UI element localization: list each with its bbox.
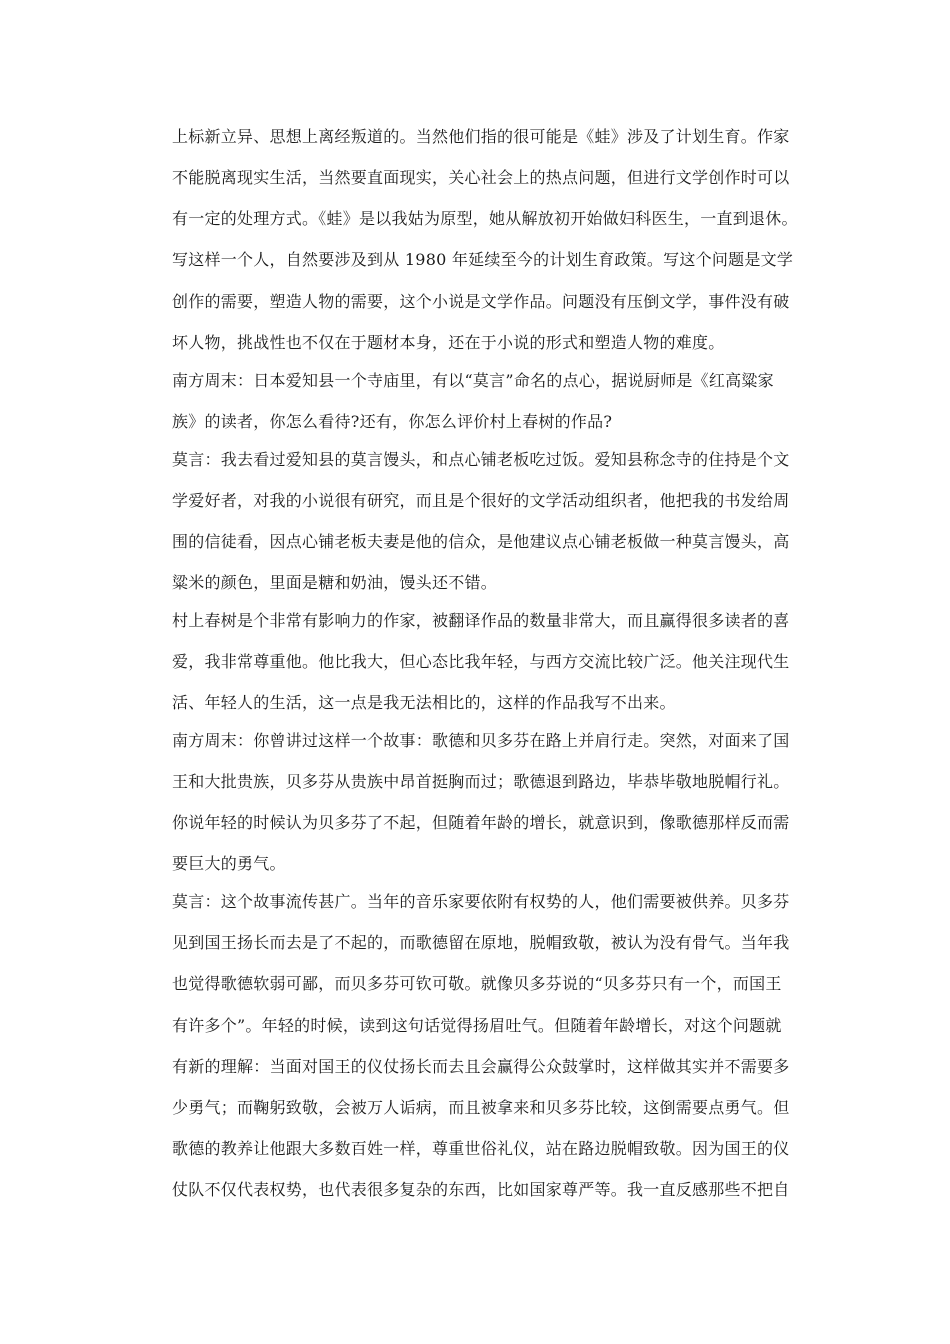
text-line: 有许多个”。年轻的时候，读到这句话觉得扬眉吐气。但随着年龄增长，对这个问题就 (172, 1016, 782, 1035)
text-line: 有新的理解：当面对国王的仪仗扬长而去且会赢得公众鼓掌时，这样做其实并不需要多 (172, 1057, 790, 1076)
text-line: 仗队不仅代表权势，也代表很多复杂的东西，比如国家尊严等。我一直反感那些不把自 (172, 1180, 790, 1199)
text-line: 南方周末：你曾讲过这样一个故事：歌德和贝多芬在路上并肩行走。突然，对面来了国 (172, 731, 790, 750)
text-line: 坏人物，挑战性也不仅在于题材本身，还在于小说的形式和塑造人物的难度。 (172, 333, 725, 352)
text-line: 创作的需要，塑造人物的需要，这个小说是文学作品。问题没有压倒文学，事件没有破 (172, 292, 790, 311)
text-line: 见到国王扬长而去是了不起的，而歌德留在原地，脱帽致敬，被认为没有骨气。当年我 (172, 933, 790, 952)
text-line: 莫言：我去看过爱知县的莫言馒头，和点心铺老板吃过饭。爱知县称念寺的住持是个文 (172, 450, 790, 469)
text-line: 南方周末：日本爱知县一个寺庙里，有以“莫言”命名的点心，据说厨师是《红高粱家 (172, 371, 774, 390)
text-line: 粱米的颜色，里面是糖和奶油，馒头还不错。 (172, 573, 498, 592)
text-line: 不能脱离现实生活，当然要直面现实，关心社会上的热点问题，但进行文学创作时可以 (172, 168, 790, 187)
text-line: 活、年轻人的生活，这一点是我无法相比的，这样的作品我写不出来。 (172, 693, 676, 712)
text-line: 围的信徒看，因点心铺老板夫妻是他的信众，是他建议点心铺老板做一种莫言馒头，高 (172, 532, 790, 551)
text-line: 王和大批贵族，贝多芬从贵族中昂首挺胸而过；歌德退到路边，毕恭毕敬地脱帽行礼。 (172, 772, 790, 791)
text-line: 爱，我非常尊重他。他比我大，但心态比我年轻，与西方交流比较广泛。他关注现代生 (172, 652, 790, 671)
text-line: 要巨大的勇气。 (172, 854, 286, 873)
text-line: 写这样一个人，自然要涉及到从 1980 年延续至今的计划生育政策。写这个问题是文学 (172, 250, 794, 269)
text-line: 莫言：这个故事流传甚广。当年的音乐家要依附有权势的人，他们需要被供养。贝多芬 (172, 892, 790, 911)
text-line: 你说年轻的时候认为贝多芬了不起，但随着年龄的增长，就意识到，像歌德那样反而需 (172, 813, 790, 832)
text-line: 村上春树是个非常有影响力的作家，被翻译作品的数量非常大，而且赢得很多读者的喜 (172, 611, 790, 630)
text-line: 歌德的教养让他跟大多数百姓一样，尊重世俗礼仪，站在路边脱帽致敬。因为国王的仪 (172, 1139, 790, 1158)
text-line: 有一定的处理方式。《蛙》是以我姑为原型，她从解放初开始做妇科医生，一直到退休。 (172, 209, 798, 228)
text-line: 上标新立异、思想上离经叛道的。当然他们指的很可能是《蛙》涉及了计划生育。作家 (172, 127, 790, 146)
text-line: 学爱好者，对我的小说很有研究，而且是个很好的文学活动组织者，他把我的书发给周 (172, 491, 790, 510)
text-line: 族》的读者，你怎么看待?还有，你怎么评价村上春树的作品? (172, 412, 613, 431)
text-line: 也觉得歌德软弱可鄙，而贝多芬可钦可敬。就像贝多芬说的“贝多芬只有一个，而国王 (172, 974, 782, 993)
text-line: 少勇气；而鞠躬致敬，会被万人诟病，而且被拿来和贝多芬比较，这倒需要点勇气。但 (172, 1098, 790, 1117)
